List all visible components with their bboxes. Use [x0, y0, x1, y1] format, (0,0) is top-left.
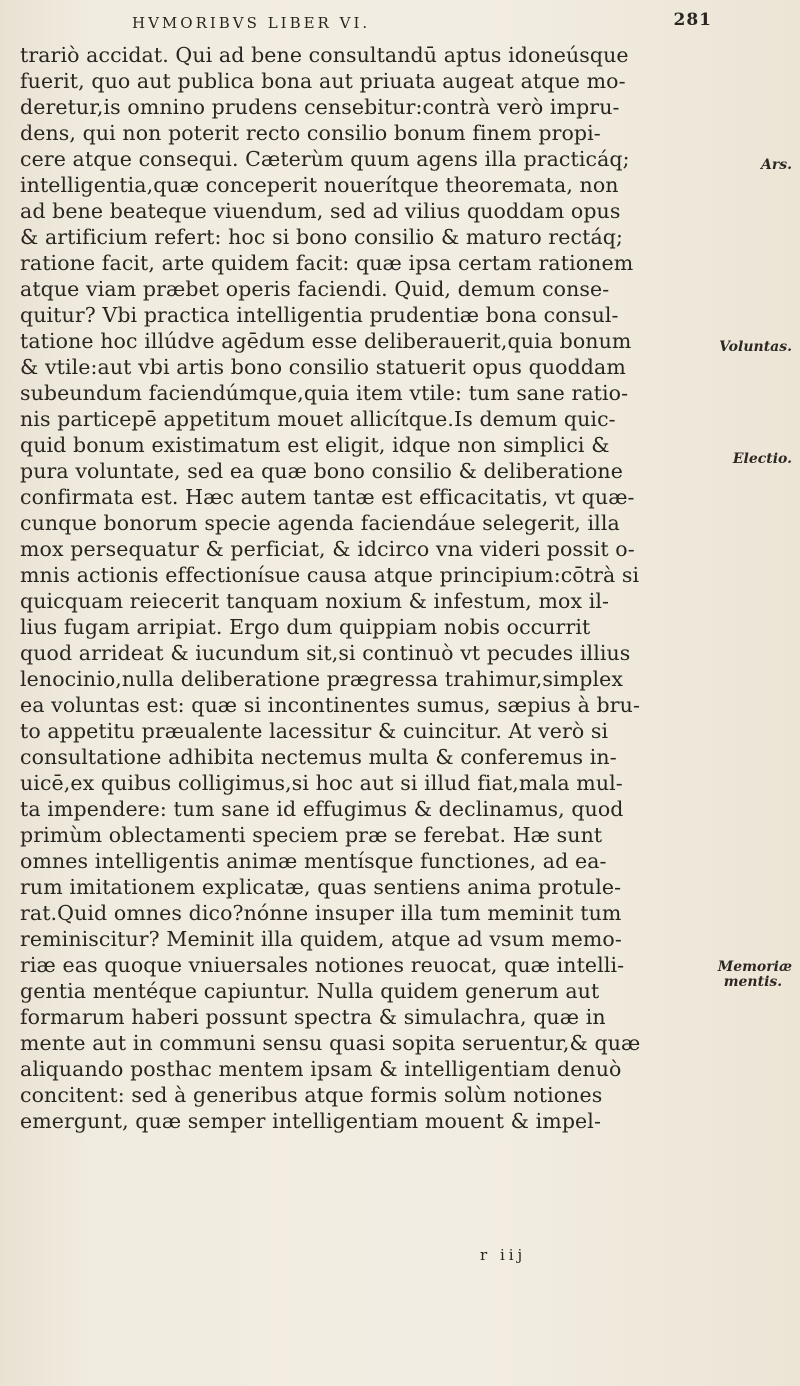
page-header: [132, 10, 712, 38]
text-line: quid bonum existimatum est eligit, idque non simplici &: [20, 433, 610, 457]
signature-mark: r iij: [480, 1246, 527, 1264]
text-line: formarum haberi possunt spectra & simulachra, quæ in: [20, 1005, 606, 1029]
text-line: ea voluntas est: quæ si incontinentes sumus, sæpius à bru-: [20, 693, 641, 717]
text-line: cere atque consequi. Cæterùm quum agens illa practicáq;: [20, 147, 630, 171]
text-line: dens, qui non poterit recto consilio bonum finem propi-: [20, 121, 601, 145]
text-line: lius fugam arripiat. Ergo dum quippiam nobis occurrit: [20, 615, 591, 639]
text-line: rum imitationem explicatæ, quas sentiens anima protule-: [20, 875, 622, 899]
folio-number: 281: [673, 10, 712, 30]
text-line: nis particepē appetitum mouet allicítque.Is demum quic-: [20, 407, 616, 431]
text-line: ad bene beateque viuendum, sed ad vilius quoddam opus: [20, 199, 621, 223]
text-line: ta impendere: tum sane id effugimus & declinamus, quod: [20, 797, 624, 821]
margin-note-electio: Electio.: [732, 451, 792, 467]
text-line: quicquam reiecerit tanquam noxium & infestum, mox il-: [20, 589, 610, 613]
text-line: mente aut in communi sensu quasi sopita seruentur,& quæ: [20, 1031, 641, 1055]
text-line: tatione hoc illúdve agēdum esse deliberauerit,quia bonum: [20, 329, 632, 353]
text-line: quitur? Vbi practica intelligentia prudentiæ bona consul-: [20, 303, 619, 327]
text-line: reminiscitur? Meminit illa quidem, atque ad vsum memo-: [20, 927, 622, 951]
running-title: HVMORIBVS LIBER VI.: [132, 14, 371, 32]
text-line: cunque bonorum specie agenda faciendáue selegerit, illa: [20, 511, 620, 535]
text-line: fuerit, quo aut publica bona aut priuata augeat atque mo-: [20, 69, 626, 93]
text-line: mox persequatur & perficiat, & idcirco vna videri possit o-: [20, 537, 635, 561]
text-line: primùm oblectamenti speciem præ se ferebat. Hæ sunt: [20, 823, 603, 847]
text-line: quod arrideat & iucundum sit,si continuò vt pecudes illius: [20, 641, 631, 665]
text-line: intelligentia,quæ conceperit nouerítque theoremata, non: [20, 173, 619, 197]
text-line: & vtile:aut vbi artis bono consilio statuerit opus quoddam: [20, 355, 626, 379]
text-line: ratione facit, arte quidem facit: quæ ipsa certam rationem: [20, 251, 634, 275]
text-line: riæ eas quoque vniuersales notiones reuocat, quæ intelli-: [20, 953, 625, 977]
text-line: deretur,is omnino prudens censebitur:contrà verò impru-: [20, 95, 620, 119]
margin-note-ars: Ars.: [761, 157, 792, 173]
text-line: confirmata est. Hæc autem tantæ est efficacitatis, vt quæ-: [20, 485, 635, 509]
text-line: atque viam præbet operis faciendi. Quid, demum conse-: [20, 277, 610, 301]
text-line: gentia mentéque capiuntur. Nulla quidem generum aut: [20, 979, 600, 1003]
body-text: [20, 42, 710, 1134]
text-line: trariò accidat. Qui ad bene consultandū aptus idoneúsque: [20, 43, 629, 67]
margin-note-memoria: [718, 960, 792, 990]
margin-note-memoria-line1: Memoriæ: [717, 959, 792, 975]
text-line: uicē,ex quibus colligimus,si hoc aut si illud fiat,mala mul-: [20, 771, 623, 795]
text-line: omnes intelligentis animæ mentísque functiones, ad ea-: [20, 849, 607, 873]
text-line: pura voluntate, sed ea quæ bono consilio & deliberatione: [20, 459, 623, 483]
text-line: rat.Quid omnes dico?nónne insuper illa tum meminit tum: [20, 901, 622, 925]
margin-note-voluntas: Voluntas.: [719, 339, 792, 355]
text-line: subeundum faciendúmque,quia item vtile: tum sane ratio-: [20, 381, 629, 405]
margin-note-memoria-line2: mentis.: [723, 974, 783, 990]
text-line: consultatione adhibita nectemus multa & conferemus in-: [20, 745, 617, 769]
text-line: & artificium refert: hoc si bono consilio & maturo rectáq;: [20, 225, 623, 249]
text-line: aliquando posthac mentem ipsam & intelligentiam denuò: [20, 1057, 622, 1081]
text-line: emergunt, quæ semper intelligentiam mouent & impel-: [20, 1109, 601, 1133]
text-line: to appetitu præualente lacessitur & cuincitur. At verò si: [20, 719, 609, 743]
text-line: concitent: sed à generibus atque formis solùm notiones: [20, 1083, 603, 1107]
text-line: lenocinio,nulla deliberatione prægressa trahimur,simplex: [20, 667, 624, 691]
text-line: mnis actionis effectionísue causa atque principium:cōtrà si: [20, 563, 640, 587]
